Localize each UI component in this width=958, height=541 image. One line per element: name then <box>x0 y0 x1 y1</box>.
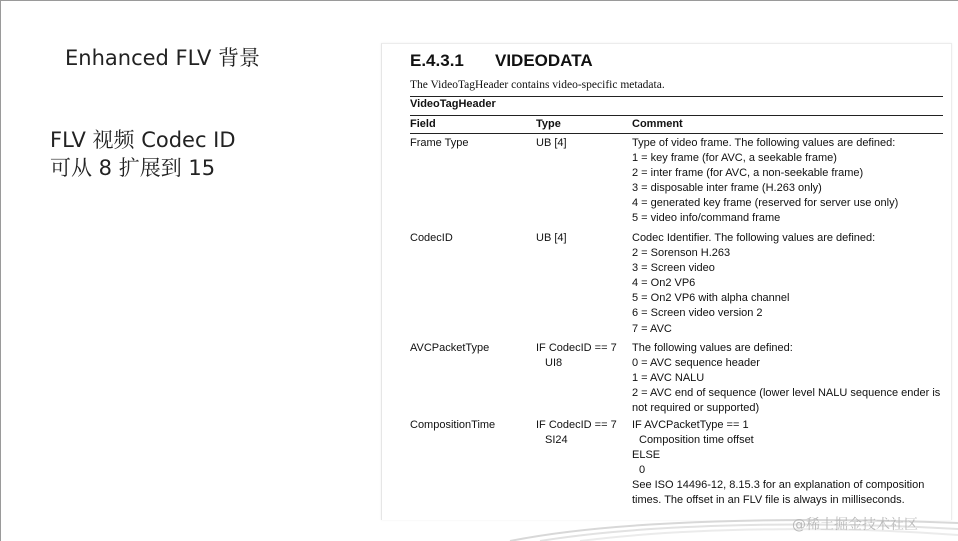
header-comment: Comment <box>632 118 683 130</box>
comment-line: The following values are defined: <box>632 342 793 354</box>
row-frame-type-field: Frame Type <box>410 137 469 149</box>
row-avcpackettype-type <box>536 341 617 371</box>
row-avcpackettype-field: AVCPacketType <box>410 342 490 354</box>
watermark: @稀土掘金技术社区 <box>792 517 918 533</box>
row-codecid-type: UB [4] <box>536 232 567 244</box>
comment-line: 3 = disposable inter frame (H.263 only) <box>632 182 822 195</box>
comment-line: ELSE <box>632 449 661 462</box>
comment-line: 4 = generated key frame (reserved for server use only) <box>632 197 899 210</box>
comment-line: 2 = AVC end of sequence (lower level NALU sequence ender is <box>632 387 941 400</box>
comment-line: 1 = key frame (for AVC, a seekable frame) <box>632 152 837 165</box>
slide-top-border <box>0 0 958 1</box>
type-condition: IF CodecID == 7 <box>536 419 617 431</box>
slide-title: Enhanced FLV 背景 <box>65 46 261 70</box>
comment-line: 0 = AVC sequence header <box>632 357 760 370</box>
comment-line: Composition time offset <box>639 434 754 447</box>
section-heading <box>410 51 593 71</box>
type-condition: IF CodecID == 7 <box>536 342 617 354</box>
table-header-rule <box>410 133 943 134</box>
subtitle-line-2: 可从 8 扩展到 15 <box>50 156 216 180</box>
row-avcpackettype-comment <box>632 341 940 416</box>
comment-line: 4 = On2 VP6 <box>632 277 696 290</box>
comment-line: 2 = Sorenson H.263 <box>632 247 731 260</box>
header-field: Field <box>410 118 436 130</box>
row-frame-type-type: UB [4] <box>536 137 567 149</box>
row-compositiontime-comment <box>632 418 924 509</box>
row-frame-type-comment <box>632 136 898 227</box>
comment-line: 2 = inter frame (for AVC, a non-seekable frame) <box>632 167 864 180</box>
row-codecid-comment <box>632 231 875 337</box>
section-title: VIDEODATA <box>495 51 593 70</box>
comment-line: 5 = On2 VP6 with alpha channel <box>632 292 790 305</box>
table-title-rule <box>410 115 943 116</box>
comment-line: 7 = AVC <box>632 322 672 335</box>
type-value: UI8 <box>545 357 563 370</box>
comment-line: 5 = video info/command frame <box>632 212 781 225</box>
comment-line: not required or supported) <box>632 402 760 415</box>
comment-line: IF AVCPacketType == 1 <box>632 419 749 431</box>
header-type: Type <box>536 118 561 130</box>
section-intro: The VideoTagHeader contains video-specific metadata. <box>410 79 665 91</box>
comment-line: 0 <box>639 464 646 477</box>
comment-line: 3 = Screen video <box>632 262 715 275</box>
slide-left-border <box>0 0 1 541</box>
type-value: SI24 <box>545 434 568 447</box>
subtitle-line-1: FLV 视频 Codec ID <box>50 128 236 152</box>
row-codecid-field: CodecID <box>410 232 453 244</box>
spec-document-image <box>381 43 952 520</box>
row-compositiontime-field: CompositionTime <box>410 419 496 431</box>
slide-subtitle <box>50 126 236 182</box>
table-top-rule <box>410 96 943 97</box>
comment-line: times. The offset in an FLV file is always in milliseconds. <box>632 494 905 507</box>
section-number: E.4.3.1 <box>410 51 464 70</box>
comment-line: 6 = Screen video version 2 <box>632 307 763 320</box>
comment-line: See ISO 14496-12, 8.15.3 for an explanation of composition <box>632 479 925 492</box>
table-title: VideoTagHeader <box>410 98 496 110</box>
row-compositiontime-type <box>536 418 617 448</box>
comment-line: 1 = AVC NALU <box>632 372 705 385</box>
comment-line: Type of video frame. The following values are defined: <box>632 137 896 149</box>
comment-line: Codec Identifier. The following values are defined: <box>632 232 876 244</box>
